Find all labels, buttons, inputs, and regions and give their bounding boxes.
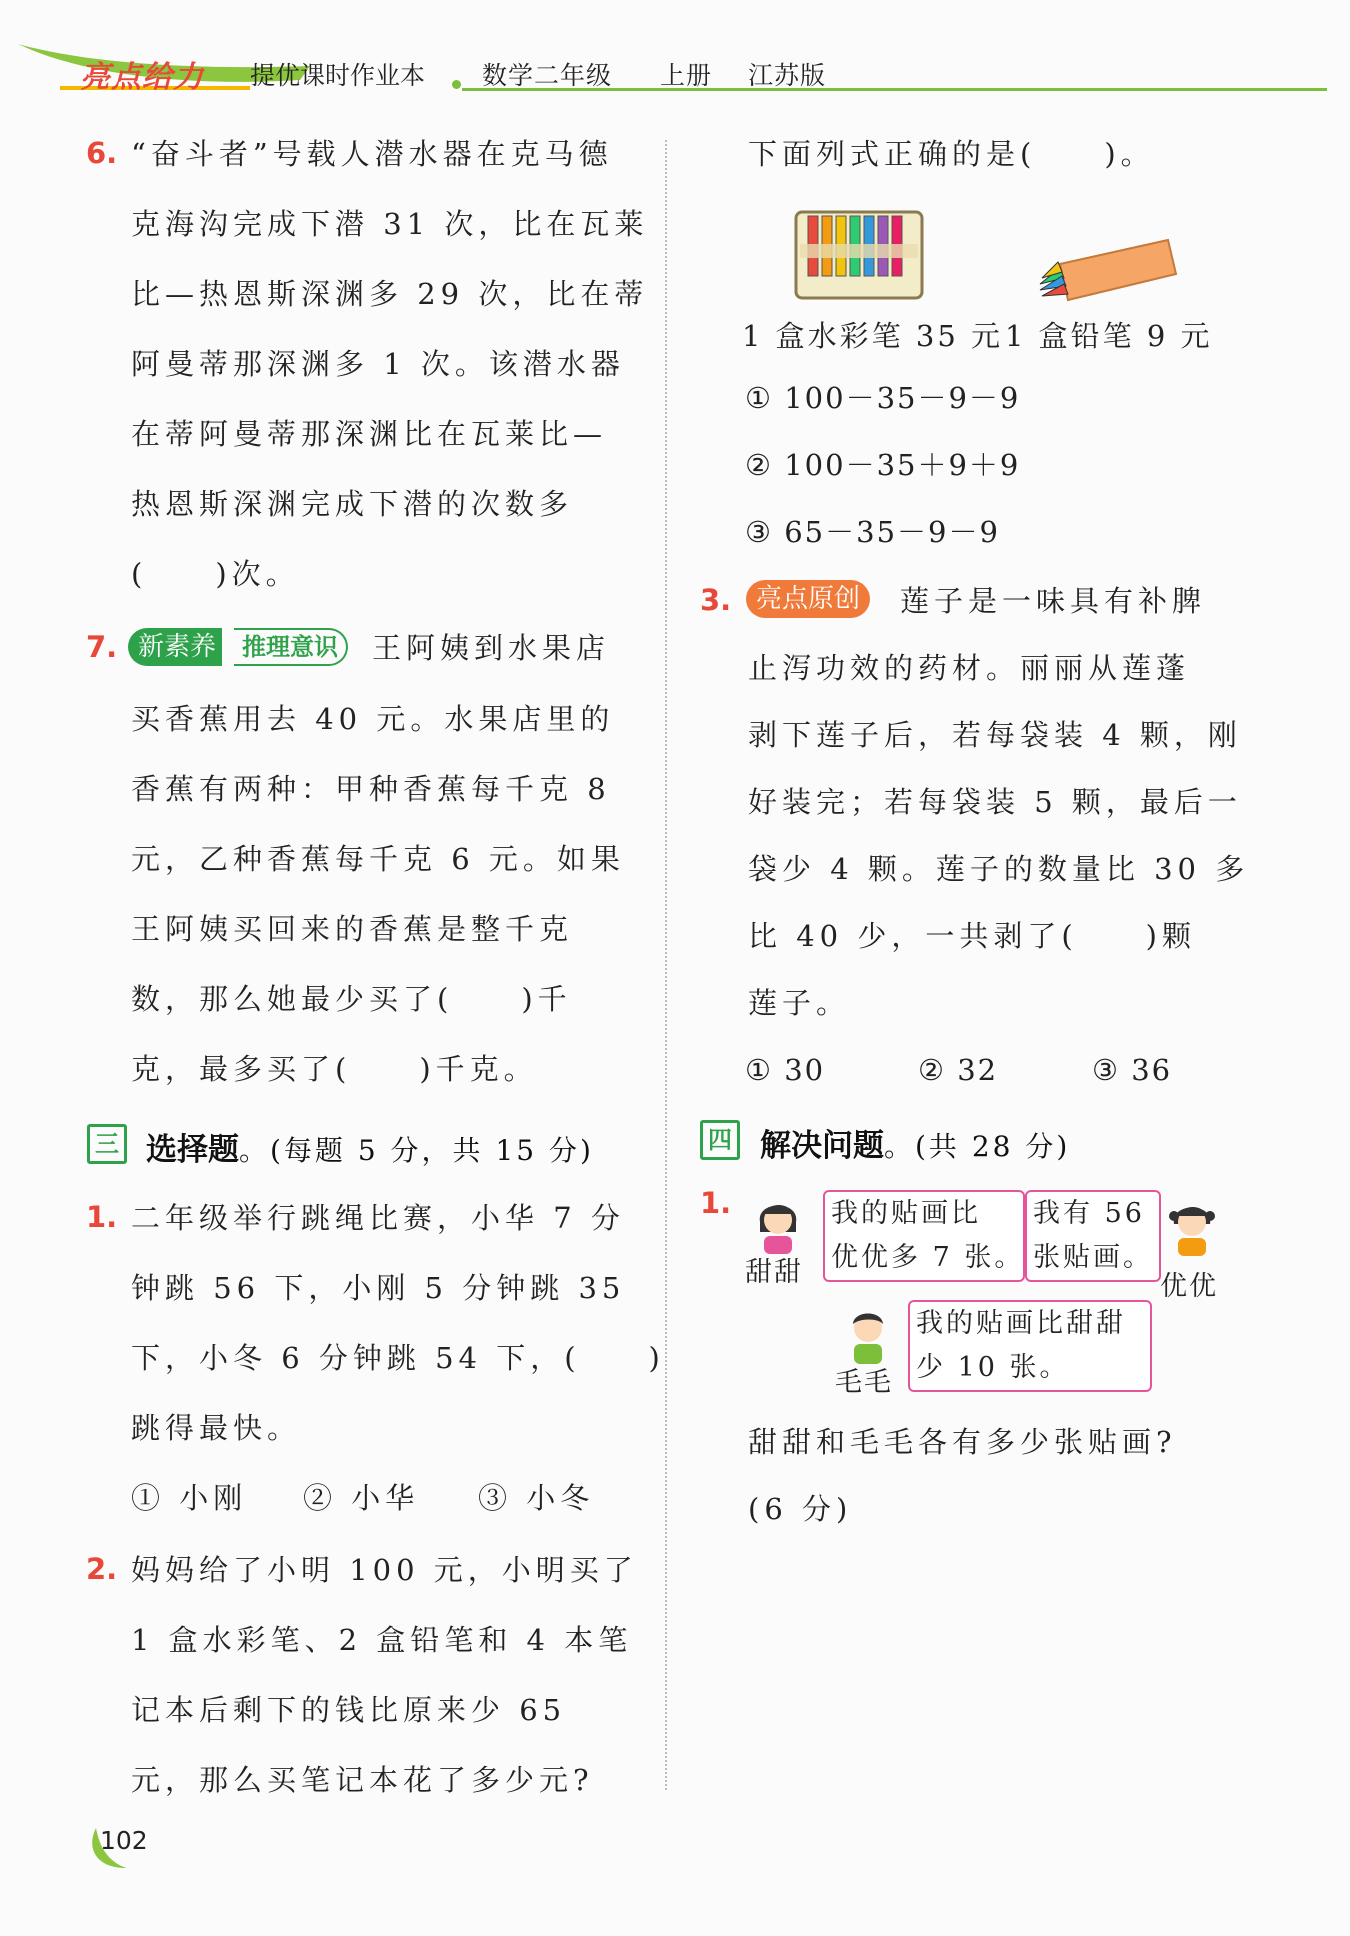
text-line: 热恩斯深渊完成下潜的次数多: [131, 487, 574, 521]
answer-blank-line[interactable]: 比 40 少，一共剥了( )颗: [748, 919, 1196, 953]
option-item[interactable]: ③ 36: [1092, 1053, 1173, 1087]
text-line: 跳得最快。: [131, 1411, 302, 1445]
speech-bubble: [1025, 1190, 1161, 1282]
text-line: 香蕉有两种：甲种香蕉每千克 8: [131, 772, 611, 806]
text-line: 买香蕉用去 40 元。水果店里的: [131, 702, 615, 736]
question-number: 7.: [86, 630, 118, 664]
question-text: 甜甜和毛毛各有多少张贴画?: [748, 1425, 1177, 1459]
option-item[interactable]: ① 30: [745, 1053, 826, 1087]
section-note: 。(每题 5 分，共 15 分): [239, 1134, 594, 1167]
speech-bubble: [908, 1300, 1152, 1392]
option-item[interactable]: ② 32: [918, 1053, 999, 1087]
text-line: 元，那么买笔记本花了多少元?: [131, 1763, 594, 1797]
bubble-line: 我的贴画比: [831, 1198, 981, 1229]
question-number: 3.: [700, 583, 732, 617]
header-subject: 数学二年级: [482, 61, 613, 90]
section-three-title: [146, 1124, 594, 1169]
text-line: 二年级举行跳绳比赛，小华 7 分: [131, 1201, 625, 1235]
answer-blank-line[interactable]: 下，小冬 6 分钟跳 54 下，( ): [131, 1341, 665, 1375]
text-line: “奋斗者”号载人潜水器在克马德: [131, 137, 613, 171]
score-text: (6 分): [748, 1492, 853, 1526]
text-line: 止泻功效的药材。丽丽从莲蓬: [748, 651, 1191, 685]
text-line: 阿曼蒂那深渊多 1 次。该潜水器: [131, 347, 625, 381]
answer-blank-line[interactable]: 下面列式正确的是( )。: [748, 137, 1155, 171]
girl-youyou-icon: [1166, 1194, 1218, 1256]
answer-blank-line[interactable]: 数，那么她最少买了( )千: [131, 982, 572, 1016]
text-line: 钟跳 56 下，小刚 5 分钟跳 35: [131, 1271, 626, 1305]
header-subtitle: 提优课时作业本: [250, 61, 426, 90]
option-item[interactable]: ③ 小冬: [478, 1481, 595, 1515]
boy-maomao-icon: [842, 1302, 894, 1364]
speech-bubble: [823, 1190, 1025, 1282]
question-number: 2.: [86, 1552, 118, 1586]
question-number: 6.: [86, 136, 118, 170]
text-line: 剥下莲子后，若每袋装 4 颗，刚: [748, 718, 1242, 752]
pencil-box-icon: [1034, 234, 1180, 310]
watercolor-pens-icon: [794, 204, 926, 302]
section-four-title: [760, 1120, 1070, 1165]
header-volume: 上册: [660, 61, 713, 90]
section-note: 。(共 28 分): [884, 1130, 1071, 1163]
section-three-icon: 三: [87, 1124, 127, 1164]
text-line: 在蒂阿曼蒂那深渊比在瓦莱比—: [131, 417, 608, 451]
text-line: 好装完；若每袋装 5 颗，最后一: [748, 785, 1242, 819]
option-item[interactable]: ② 小华: [303, 1481, 420, 1515]
section-title-text: 选择题: [146, 1132, 239, 1168]
answer-blank-line[interactable]: 克，最多买了( )千克。: [131, 1052, 538, 1086]
page-header: [0, 0, 1350, 110]
text-line: 克海沟完成下潜 31 次，比在瓦莱: [131, 207, 649, 241]
text-line: 妈妈给了小明 100 元，小明买了: [131, 1553, 638, 1587]
column-divider: [665, 140, 667, 1790]
girl-tiantian-icon: [752, 1192, 804, 1254]
section-title-text: 解决问题: [760, 1128, 884, 1164]
text-line: 王阿姨买回来的香蕉是整千克: [131, 912, 574, 946]
bubble-line: 少 10 张。: [916, 1352, 1070, 1383]
bubble-line: 优优多 7 张。: [831, 1242, 1025, 1273]
kid-name: 毛毛: [835, 1367, 893, 1398]
original-tag: 亮点原创: [746, 580, 870, 618]
text-line: 莲子。: [748, 986, 851, 1020]
text-line: 袋少 4 颗。莲子的数量比 30 多: [748, 852, 1250, 886]
bubble-line: 我的贴画比甜甜: [916, 1308, 1126, 1339]
question-number: 1.: [700, 1186, 732, 1220]
page-number: 102: [100, 1826, 148, 1855]
text-line: 莲子是一味具有补脾: [900, 584, 1207, 618]
header-dot: [452, 80, 461, 89]
item-caption: 1 盒水彩笔 35 元: [742, 319, 1004, 353]
option-item[interactable]: ② 100－35＋9＋9: [745, 448, 1021, 482]
text-line: 比—热恩斯深渊多 29 次，比在蒂: [131, 277, 649, 311]
answer-blank-line[interactable]: ( )次。: [131, 557, 300, 591]
section-four-icon: 四: [700, 1120, 740, 1160]
header-edition: 江苏版: [748, 61, 827, 90]
brand-logo: 亮点给力: [80, 60, 204, 95]
text-line: 记本后剩下的钱比原来少 65: [131, 1693, 567, 1727]
option-item[interactable]: ① 小刚: [131, 1481, 248, 1515]
text-line: 1 盒水彩笔、2 盒铅笔和 4 本笔: [131, 1623, 633, 1657]
option-item[interactable]: ③ 65－35－9－9: [745, 515, 1000, 549]
reasoning-tag: 推理意识: [234, 628, 348, 666]
bubble-line: 我有 56: [1033, 1198, 1145, 1229]
item-caption: 1 盒铅笔 9 元: [1005, 319, 1213, 353]
kid-name: 优优: [1160, 1271, 1218, 1302]
new-literacy-tag: 新素养: [128, 628, 222, 666]
text-line: 元，乙种香蕉每千克 6 元。如果: [131, 842, 625, 876]
kid-name: 甜甜: [745, 1257, 803, 1288]
question-number: 1.: [86, 1200, 118, 1234]
option-item[interactable]: ① 100－35－9－9: [745, 381, 1021, 415]
text-line: 王阿姨到水果店: [372, 631, 611, 665]
bubble-line: 张贴画。: [1033, 1242, 1153, 1273]
